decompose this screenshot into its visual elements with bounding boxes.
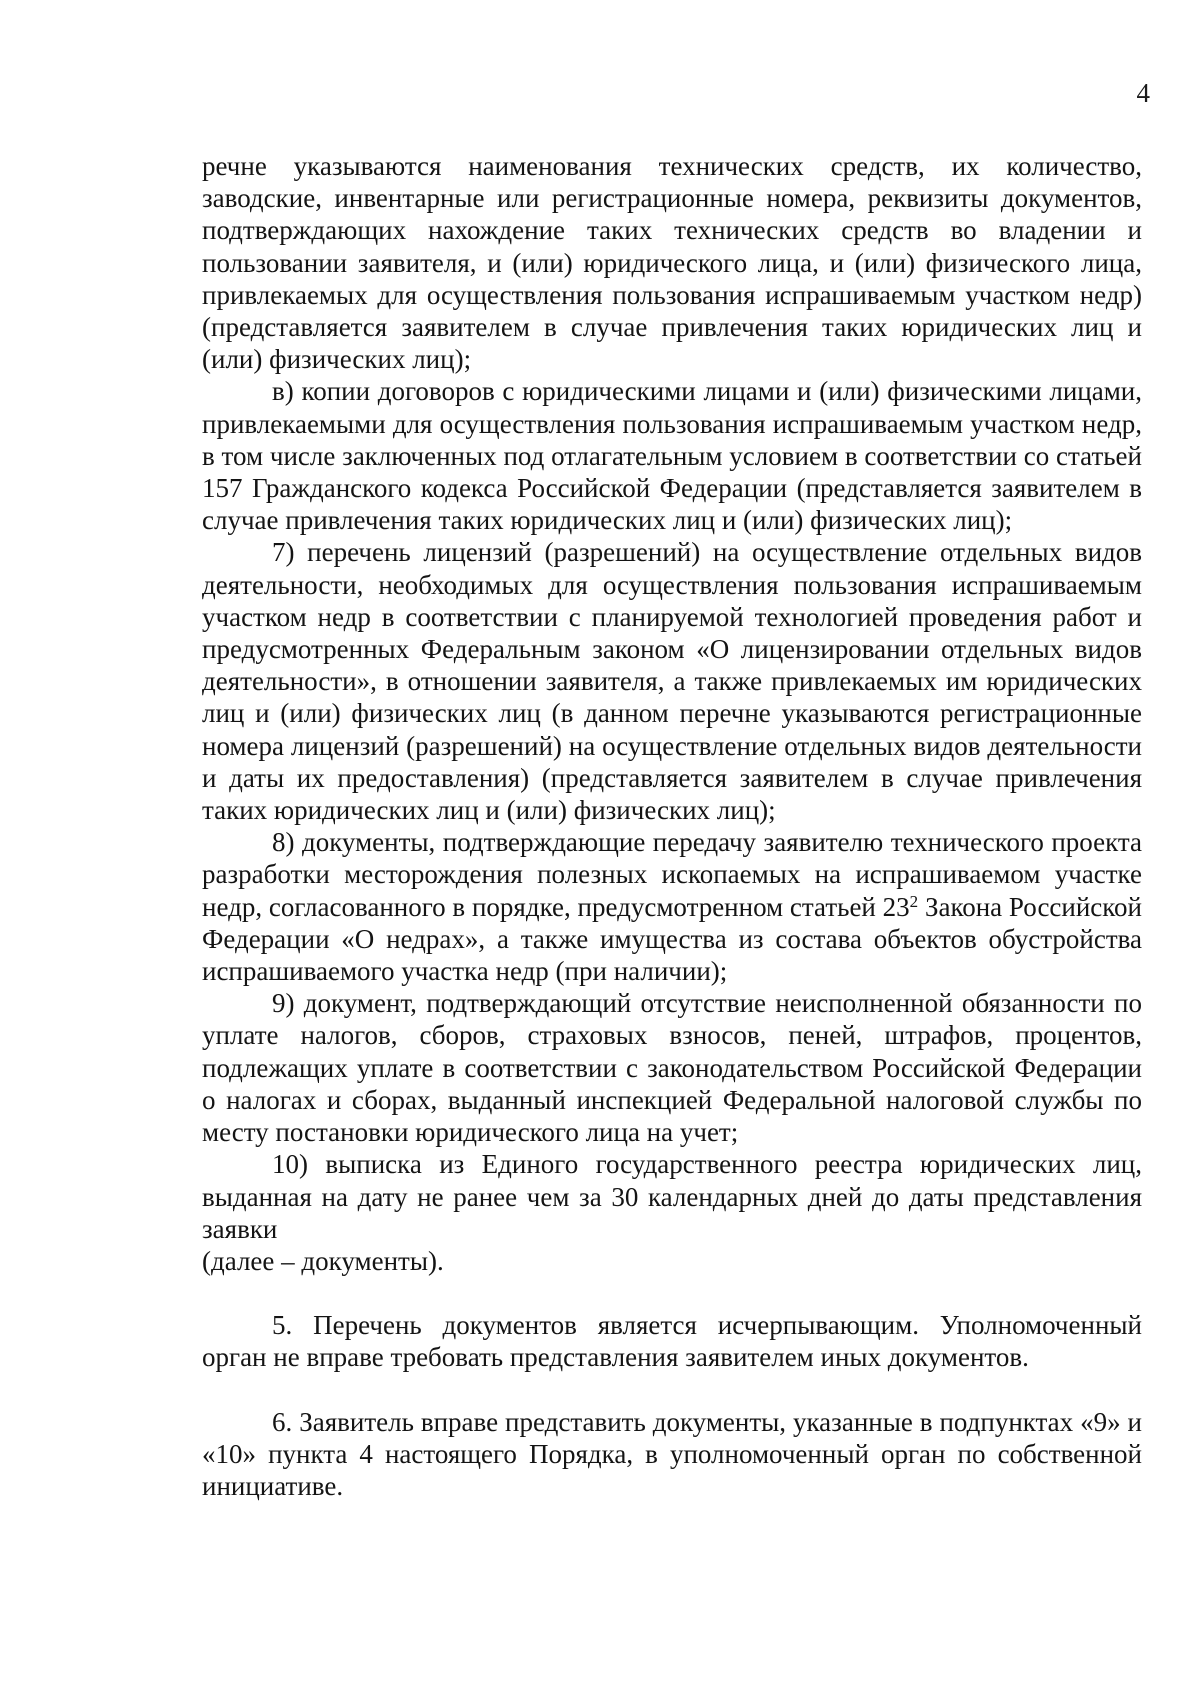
- paragraph-technical-means-continuation: речне указываются наименования технических средств, их количество, заводские, инвентарные или регистрационные номера, реквизиты документов, подтверждающих нахождение таких технических средств во владении и пользовании заявителя, и (или) юридического лица, и (или) физического лица, привлекаемых для осуществления пользования испрашиваемым участком недр) (представляется заявителем в случае привлечения таких юридических лиц и (или) физических лиц);: [202, 151, 1142, 375]
- paragraph-item-7-licenses: 7) перечень лицензий (разрешений) на осуществление отдельных видов деятельности, необходимых для осуществления пользования испрашиваемым участком недр в соответствии с планируемой технологией проведения работ и предусмотренных Федеральным законом «О лицензировании отдельных видов деятельности», в отношении заявителя, а также привлекаемых им юридических лиц и (или) физических лиц (в данном перечне указываются регистрационные номера лицензий (разрешений) на осуществление отдельных видов деятельности и даты их предоставления) (представляется заявителем в случае привлечения таких юридических лиц и (или) физических лиц);: [202, 537, 1142, 826]
- paragraph-contract-copies: в) копии договоров с юридическими лицами и (или) физическими лицами, привлекаемыми для осуществления пользования испрашиваемым участком недр, в том числе заключенных под отлагательным условием в соответствии со статьей 157 Гражданского кодекса Российской Федерации (представляется заявителем в случае привлечения таких юридических лиц и (или) физических лиц);: [202, 376, 1142, 536]
- paragraph-item-8-technical-project: [202, 826, 1142, 987]
- paragraph-item-10-registry-extract: 10) выписка из Единого государственного реестра юридических лиц, выданная на дату не ранее чем за 30 календарных дней до даты представления заявки: [202, 1149, 1142, 1244]
- document-body: [202, 150, 1142, 1502]
- item-8-text-end: Закона Российской Федерации «О недрах», а также имущества из состава объектов обустройства испрашиваемого участка недр (при наличии);: [202, 891, 1142, 987]
- page-number: 4: [1136, 78, 1150, 108]
- paragraph-section-6: 6. Заявитель вправе представить документы, указанные в подпунктах «9» и «10» пункта 4 настоящего Порядка, в уполномоченный орган по собственной инициативе.: [202, 1406, 1142, 1501]
- paragraph-item-9-tax-document: 9) документ, подтверждающий отсутствие неисполненной обязанности по уплате налогов, сборов, страховых взносов, пеней, штрафов, процентов, подлежащих уплате в соответствии с законодательством Российской Федерации о налогах и сборах, выданный инспекцией Федеральной налоговой службы по месту постановки юридического лица на учет;: [202, 988, 1142, 1148]
- article-superscript: 2: [909, 891, 919, 911]
- paragraph-section-5: 5. Перечень документов является исчерпывающим. Уполномоченный орган не вправе требовать представления заявителем иных документов.: [202, 1310, 1142, 1373]
- item-8-text-start: 8) документы, подтверждающие передачу заявителю технического проекта разработки месторождения полезных ископаемых на испрашиваемом участке недр, согласованного в порядке, предусмотренном статьей 23: [202, 827, 1142, 922]
- paragraph-documents-definition: (далее – документы).: [202, 1245, 444, 1276]
